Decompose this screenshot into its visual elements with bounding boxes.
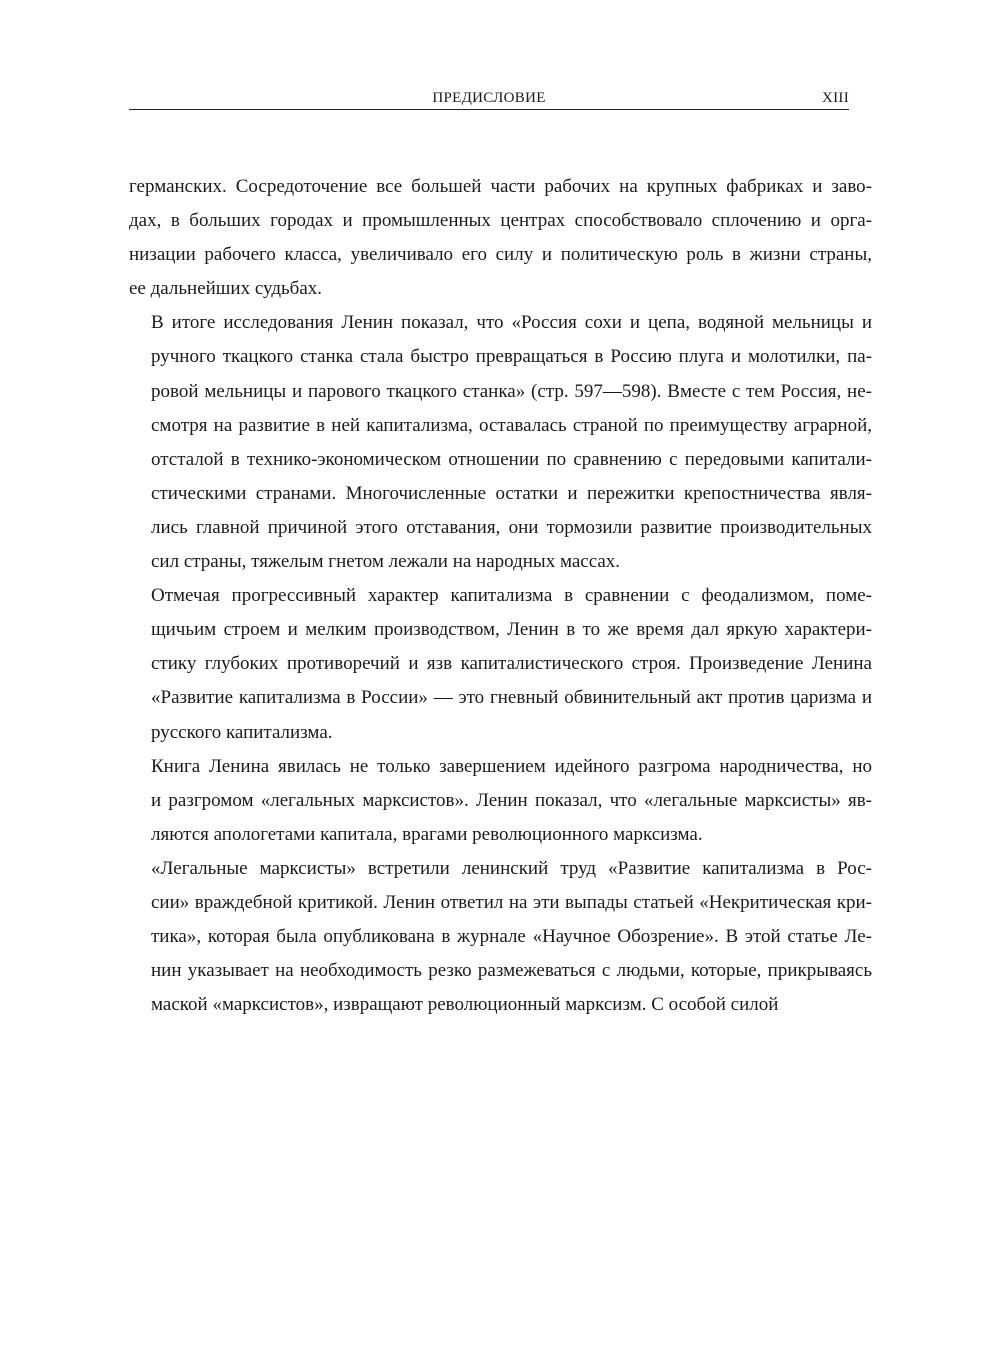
text-line: «Легальные марксисты» встретили ленинский труд «Развитие капитализма в Рос- bbox=[151, 857, 872, 879]
text-line: германских. Сосредоточение все большей части рабочих на крупных фабриках и заво- bbox=[129, 176, 872, 197]
text-line: тика», которая была опубликована в журнале «Научное Обозрение». В этой статье Ле- bbox=[151, 926, 872, 948]
text-line: лись главной причиной этого отставания, они тормозили развитие производительных bbox=[151, 516, 872, 538]
text-line: Книга Ленина явилась не только завершением идейного разгрома народничества, но bbox=[151, 755, 872, 777]
text-line: щичьим строем и мелким производством, Ленин в то же время дал яркую характери- bbox=[151, 619, 872, 641]
header-title: ПРЕДИСЛОВИЕ bbox=[432, 90, 546, 106]
text-line: смотря на развитие в ней капитализма, оставалась страной по преимуществу аграрной, bbox=[151, 414, 872, 436]
paragraph-3 bbox=[129, 579, 872, 749]
text-line: русского капитализма. bbox=[151, 721, 333, 743]
text-line: стическими странами. Многочисленные остатки и пережитки крепостничества явля- bbox=[151, 482, 872, 504]
text-line: В итоге исследования Ленин показал, что «Россия сохи и цепа, водяной мельницы и bbox=[151, 312, 872, 334]
page-number: XIII bbox=[821, 90, 849, 106]
text-line: «Развитие капитализма в России» — это гневный обвинительный акт против царизма и bbox=[151, 687, 872, 709]
text-line: Отмечая прогрессивный характер капитализма в сравнении с феодализмом, поме- bbox=[151, 585, 872, 607]
text-line: и разгромом «легальных марксистов». Ленин показал, что «легальные марксисты» яв- bbox=[151, 789, 872, 811]
text-line: ляются апологетами капитала, врагами революционного марксизма. bbox=[151, 823, 703, 845]
paragraph-1 bbox=[129, 170, 872, 306]
paragraph-2 bbox=[129, 306, 872, 579]
text-line: дах, в больших городах и промышленных центрах способствовало сплочению и орга- bbox=[129, 210, 872, 232]
text-line: ручного ткацкого станка стала быстро превращаться в Россию плуга и молотилки, па- bbox=[151, 346, 872, 368]
text-line: отсталой в технико-экономическом отношении по сравнению с передовыми капитали- bbox=[151, 448, 872, 470]
running-header bbox=[129, 89, 849, 110]
text-line: ровой мельницы и парового ткацкого станка» (стр. 597—598). Вместе с тем Россия, не- bbox=[151, 380, 872, 402]
paragraph-4 bbox=[129, 750, 872, 852]
paragraph-5 bbox=[129, 852, 872, 1022]
text-line: маской «марксистов», извращают революционный марксизм. С особой силой bbox=[151, 994, 779, 1016]
text-line: ее дальнейших судьбах. bbox=[129, 278, 323, 300]
text-line: сил страны, тяжелым гнетом лежали на народных массах. bbox=[151, 551, 621, 573]
text-line: стику глубоких противоречий и язв капиталистического строя. Произведение Ленина bbox=[151, 653, 872, 675]
text-line: сии» враждебной критикой. Ленин ответил на эти выпады статьей «Некритическая кри- bbox=[151, 891, 872, 913]
text-line: нин указывает на необходимость резко размежеваться с людьми, которые, прикрываясь bbox=[151, 960, 872, 982]
body-text bbox=[129, 170, 872, 1022]
text-line: низации рабочего класса, увеличивало его силу и политическую роль в жизни страны, bbox=[129, 244, 872, 266]
